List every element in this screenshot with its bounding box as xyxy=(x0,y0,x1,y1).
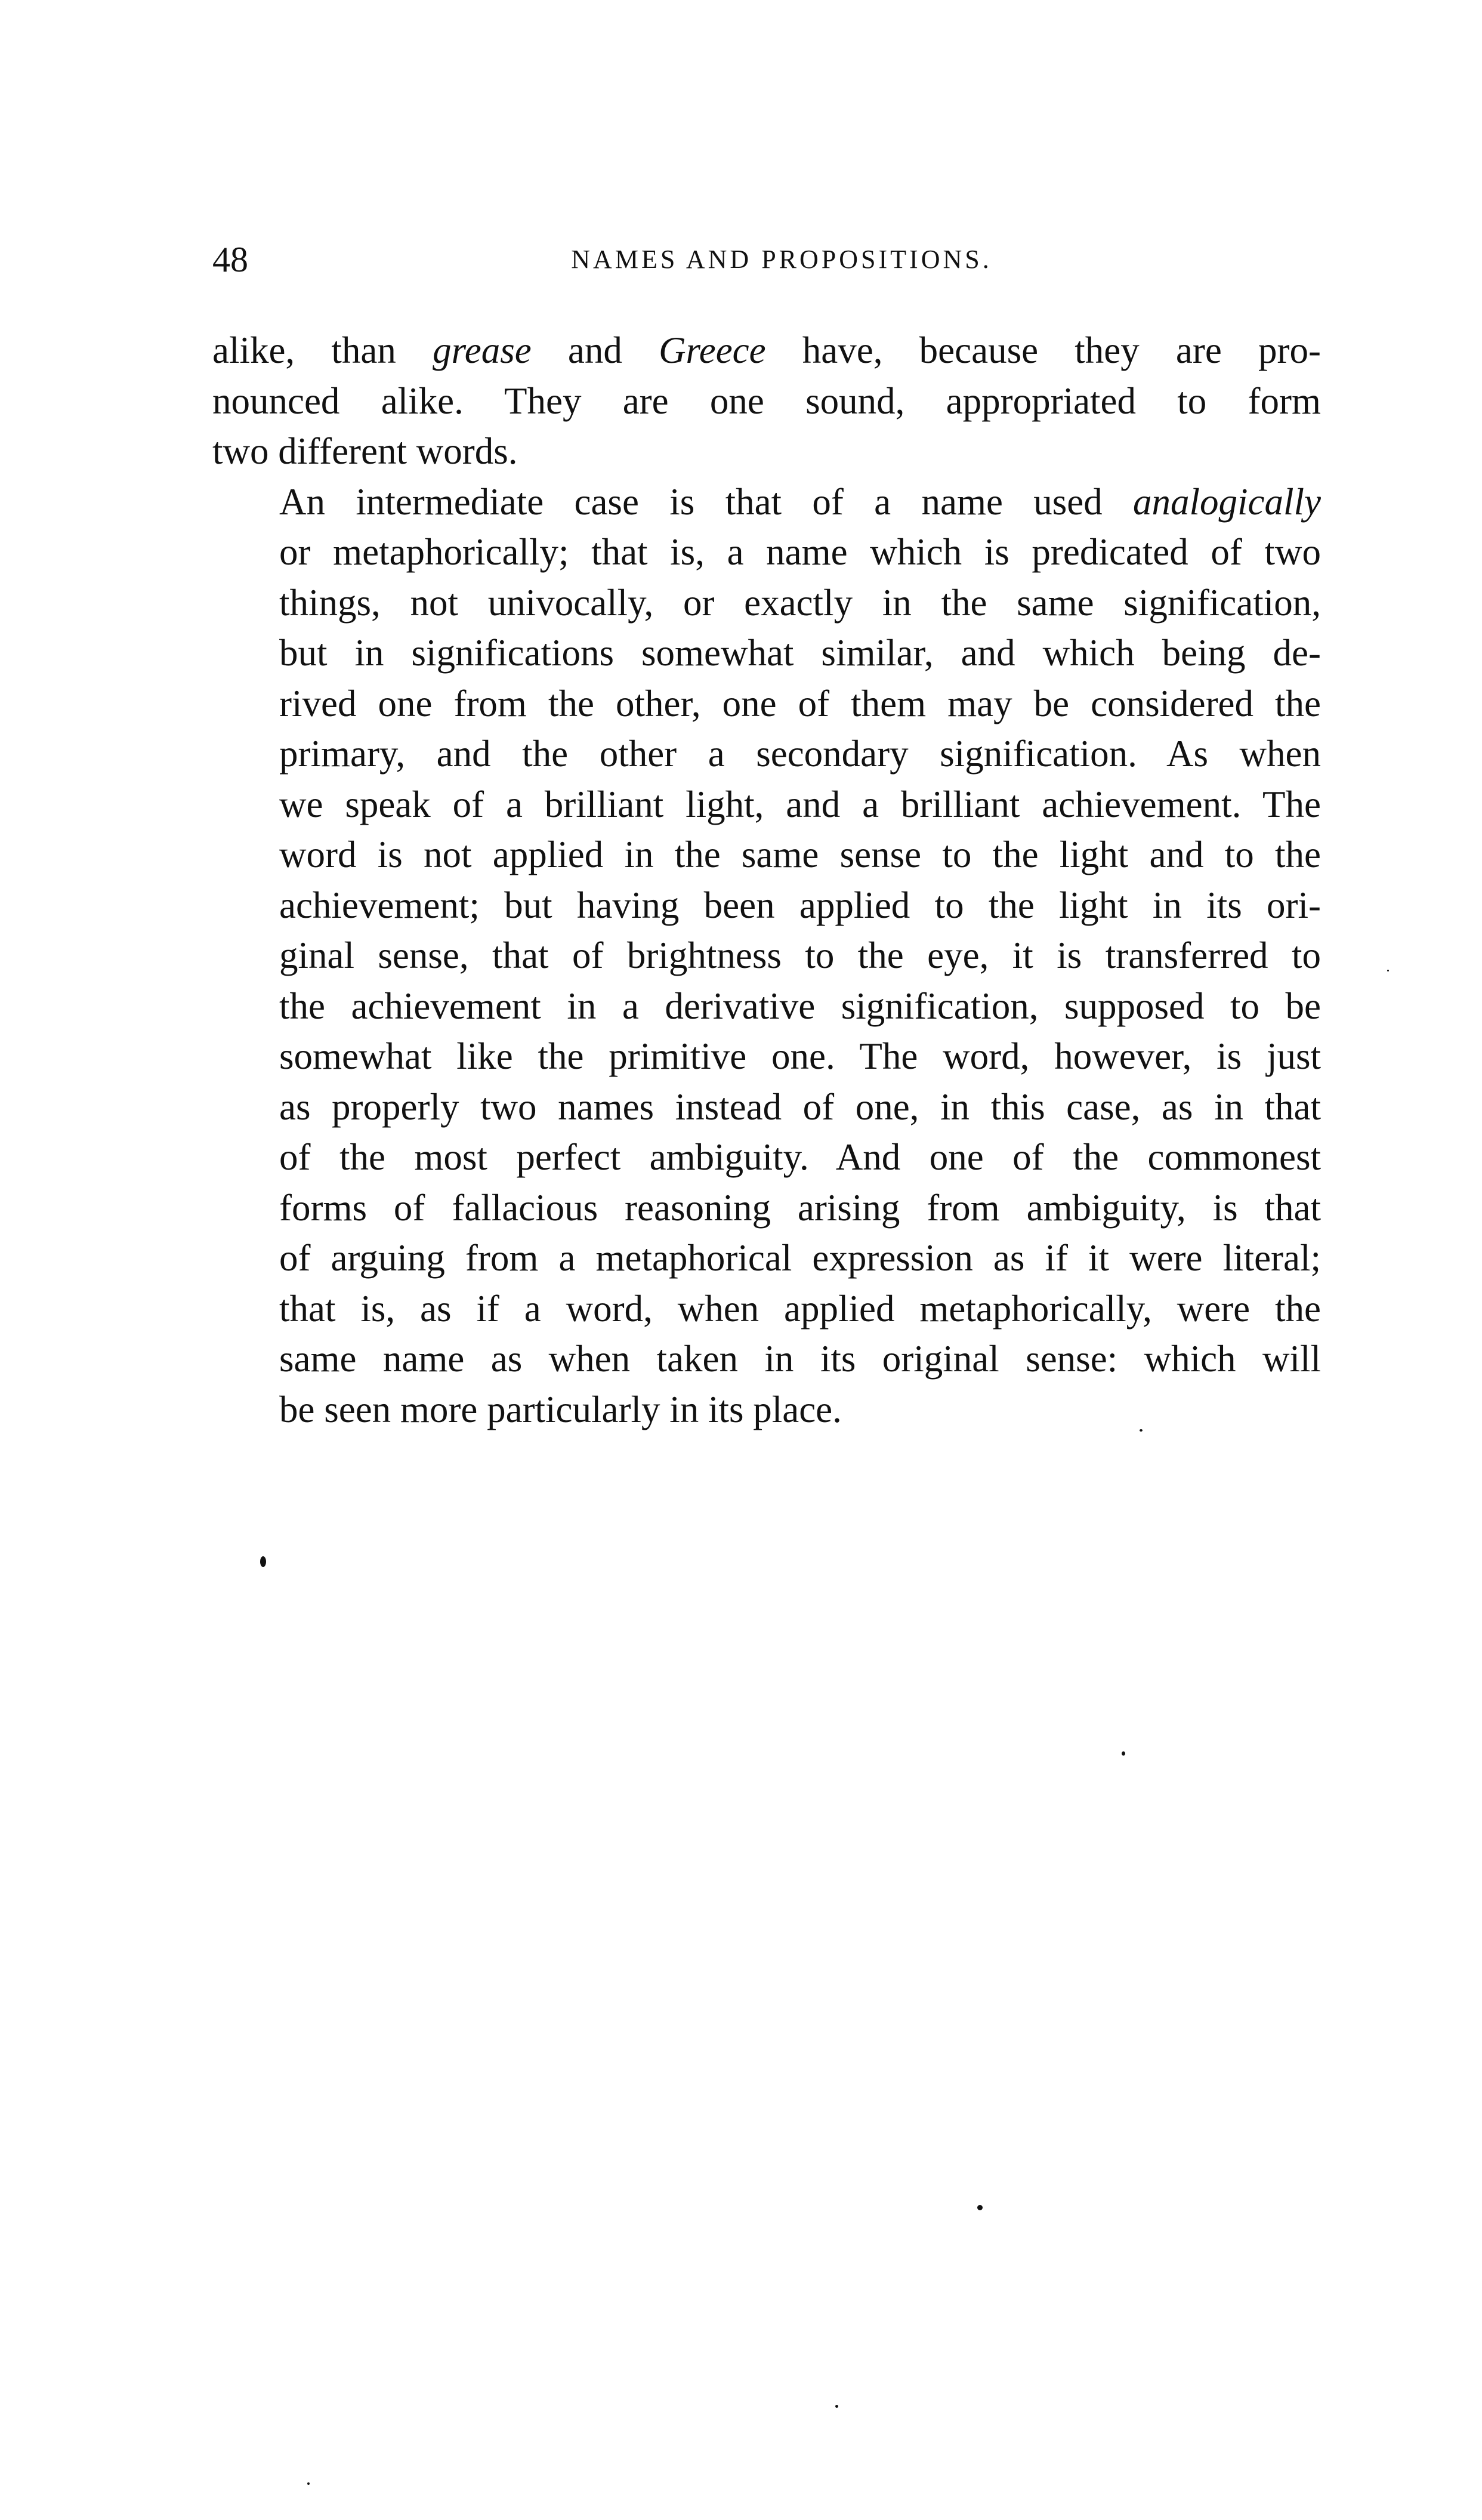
text-line: alike, than grease and Greece have, because they are pro- xyxy=(212,329,1321,371)
ink-speck xyxy=(977,2205,983,2210)
text-line: we speak of a brilliant light, and a brilliant achievement. The xyxy=(279,783,1321,825)
ink-speck xyxy=(835,2405,838,2408)
ink-speck xyxy=(260,1556,266,1567)
running-head xyxy=(212,236,1321,283)
ink-speck xyxy=(1387,970,1389,971)
italic-term: grease xyxy=(433,329,532,371)
text-line: or metaphorically; that is, a name which is predicated of two xyxy=(279,531,1321,573)
text-line: two different words. xyxy=(212,430,518,472)
text-line: things, not univocally, or exactly in the same signification, xyxy=(279,581,1321,624)
text-line: but in significations somewhat similar, and which being de- xyxy=(279,632,1321,674)
text-line: rived one from the other, one of them may be considered the xyxy=(279,682,1321,724)
text-line: forms of fallacious reasoning arising from ambiguity, is that xyxy=(279,1186,1321,1229)
running-title: NAMES AND PROPOSITIONS. xyxy=(571,245,992,274)
text-line: be seen more particularly in its place. xyxy=(279,1388,842,1430)
body-text xyxy=(212,325,1321,1435)
text-line: as properly two names instead of one, in this case, as in that xyxy=(279,1085,1321,1128)
text-line: same name as when taken in its original sense: which will xyxy=(279,1338,1321,1380)
text-line: that is, as if a word, when applied metaphorically, were the xyxy=(279,1287,1321,1330)
text-line: primary, and the other a secondary signification. As when xyxy=(279,733,1321,775)
text-line: somewhat like the primitive one. The word, however, is just xyxy=(279,1035,1321,1077)
italic-term: analogically xyxy=(1133,480,1321,523)
page-number: 48 xyxy=(212,240,248,279)
text-line: the achievement in a derivative signification, supposed to be xyxy=(279,985,1321,1027)
ink-speck xyxy=(1122,1751,1125,1756)
italic-term: Greece xyxy=(659,329,766,371)
text-line: ginal sense, that of brightness to the eye, it is transferred to xyxy=(279,934,1321,976)
paragraph-continued xyxy=(212,325,1321,477)
ink-speck xyxy=(1140,1429,1143,1432)
text-line: nounced alike. They are one sound, appropriated to form xyxy=(212,380,1321,422)
text-line: of the most perfect ambiguity. And one of the commonest xyxy=(279,1136,1321,1178)
ink-speck xyxy=(307,2482,310,2485)
text-line: of arguing from a metaphorical expression as if it were literal; xyxy=(279,1237,1321,1279)
text-line: word is not applied in the same sense to the light and to the xyxy=(279,834,1321,875)
paragraph-analogical-names xyxy=(212,477,1321,1435)
text-line: An intermediate case is that of a name used analogically xyxy=(279,480,1321,523)
text-line: achievement; but having been applied to the light in its ori- xyxy=(279,884,1321,926)
